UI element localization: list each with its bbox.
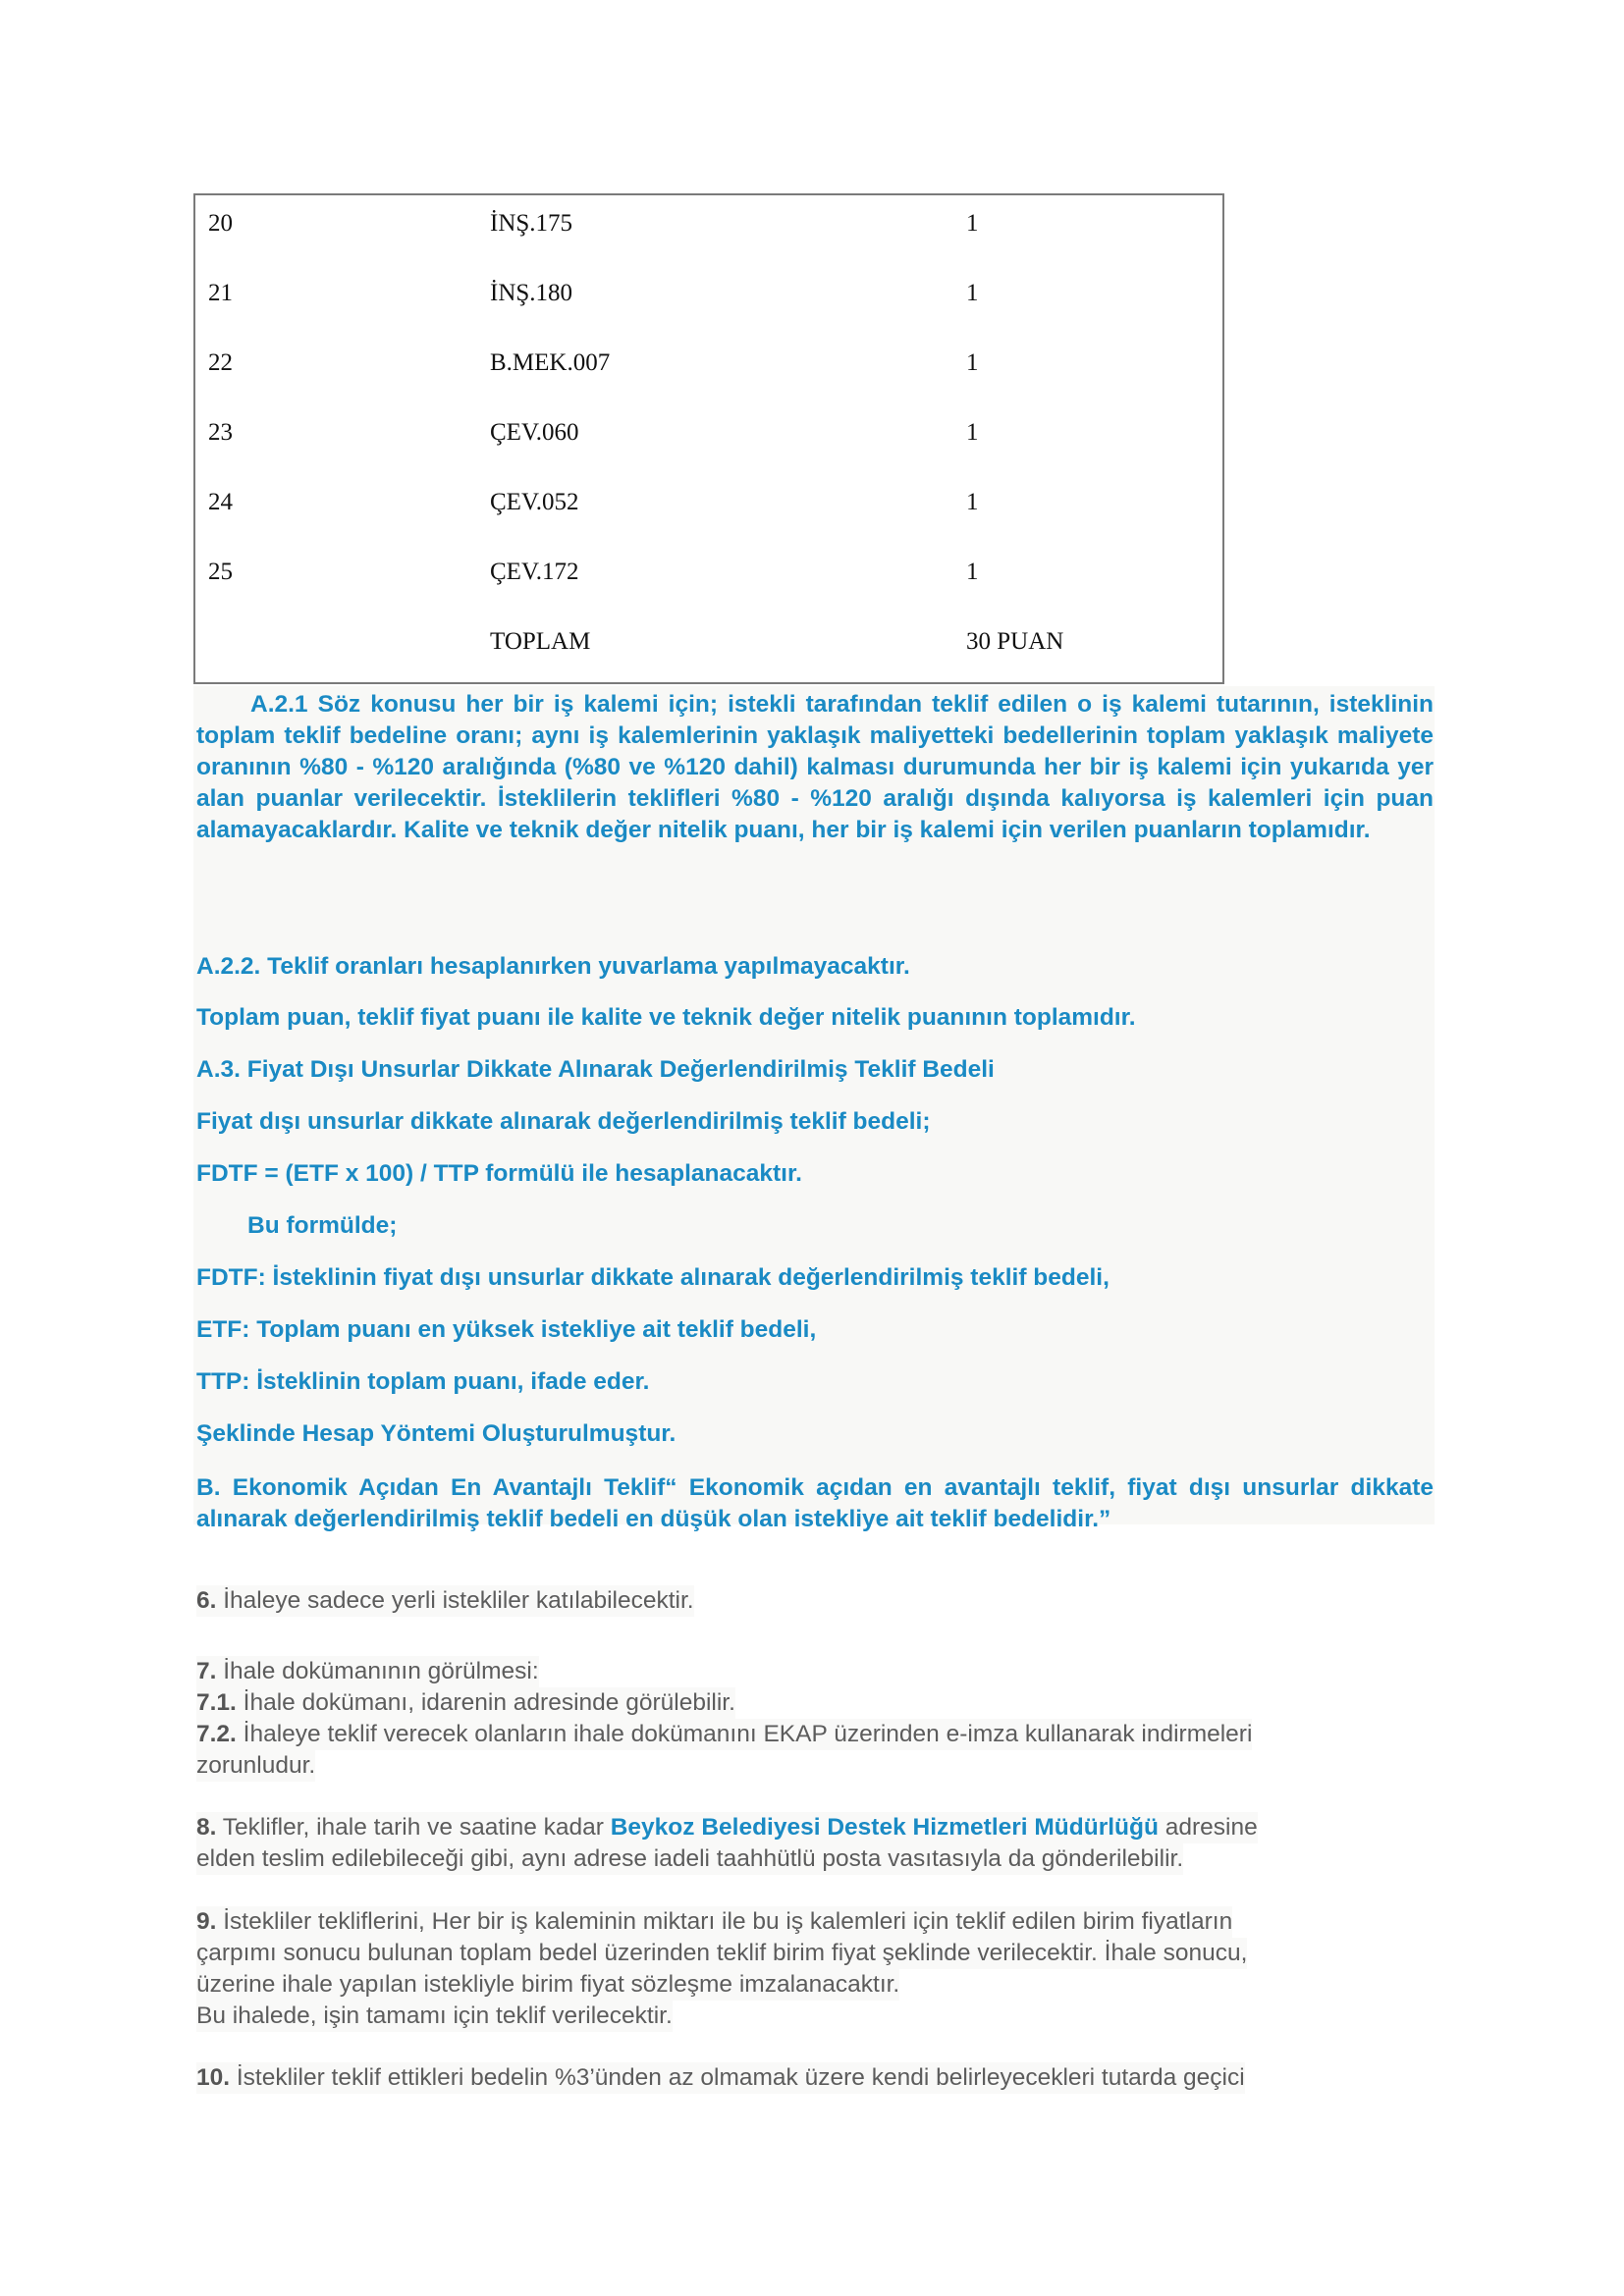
- table-row: [195, 348, 1222, 378]
- item-score: 1: [966, 210, 979, 237]
- table-row: [195, 418, 1222, 448]
- table-row: [195, 209, 1222, 239]
- method-text: Şeklinde Hesap Yöntemi Oluşturulmuştur.: [196, 1420, 677, 1447]
- item-score: 1: [966, 559, 979, 585]
- item-code: İNŞ.180: [490, 280, 573, 306]
- total-label: TOPLAM: [490, 628, 591, 655]
- table-row: [195, 488, 1222, 517]
- item-text: İhaleye teklif verecek olanların ihale dokümanını EKAP üzerinden e-imza kullanarak indirmeleri: [236, 1721, 1253, 1747]
- a3-intro: Fiyat dışı unsurlar dikkate alınarak değerlendirilmiş teklif bedeli;: [196, 1108, 931, 1135]
- item-score: 1: [966, 349, 979, 376]
- item-9-line-2: çarpımı sonucu bulunan toplam bedel üzerinden teklif birim fiyat şeklinde verilecektir. İhale sonucu,: [196, 1938, 1247, 1969]
- item-number: 6.: [196, 1587, 217, 1614]
- item-9-line-3: üzerine ihale yapılan istekliyle birim fiyat sözleşme imzalanacaktır.: [196, 1969, 899, 2001]
- item-code: B.MEK.007: [490, 349, 611, 376]
- item-number: 7.1.: [196, 1689, 237, 1716]
- item-7-2: [196, 1719, 1252, 1750]
- definition-ttp: TTP: İsteklinin toplam puanı, ifade eder.: [196, 1368, 650, 1395]
- item-7-1: [196, 1687, 735, 1719]
- item-code: ÇEV.172: [490, 559, 579, 585]
- row-number: 23: [208, 419, 233, 446]
- item-text: İhaleye sadece yerli istekliler katılabilecektir.: [216, 1587, 694, 1614]
- item-text: İstekliler tekliflerini, Her bir iş kaleminin miktarı ile bu iş kalemleri için teklif edilen birim fiyatların: [216, 1908, 1233, 1935]
- definition-fdtf: FDTF: İsteklinin fiyat dışı unsurlar dikkate alınarak değerlendirilmiş teklif bedeli,: [196, 1264, 1110, 1291]
- item-text: İhale dokümanının görülmesi:: [216, 1658, 539, 1684]
- item-text: Teklifler, ihale tarih ve saatine kadar: [216, 1814, 611, 1841]
- row-number: 20: [208, 210, 233, 237]
- item-number: 10.: [196, 2064, 231, 2091]
- item-6: [196, 1585, 694, 1617]
- row-number: 21: [208, 280, 233, 306]
- item-number: 9.: [196, 1908, 217, 1935]
- item-text: İstekliler teklif ettikleri bedelin %3’ünden az olmamak üzere kendi belirleyecekleri tutarda geçici: [230, 2064, 1245, 2091]
- item-9-line-4: Bu ihalede, işin tamamı için teklif verilecektir.: [196, 2001, 673, 2032]
- row-number: 24: [208, 489, 233, 515]
- item-text: İhale dokümanı, idarenin adresinde görülebilir.: [236, 1689, 735, 1716]
- item-score: 1: [966, 419, 979, 446]
- heading-a3: A.3. Fiyat Dışı Unsurlar Dikkate Alınarak Değerlendirilmiş Teklif Bedeli: [196, 1056, 995, 1083]
- formula-intro: Bu formülde;: [247, 1212, 398, 1239]
- paragraph-a22: A.2.2. Teklif oranları hesaplanırken yuvarlama yapılmayacaktır.: [196, 953, 910, 980]
- item-number: 7.2.: [196, 1721, 237, 1747]
- item-number: 8.: [196, 1814, 217, 1841]
- row-number: 22: [208, 349, 233, 376]
- item-score: 1: [966, 489, 979, 515]
- item-7: [196, 1656, 539, 1687]
- total-score-text: Toplam puan, teklif fiyat puanı ile kalite ve teknik değer nitelik puanının toplamıdır.: [196, 1004, 1136, 1031]
- table-row: [195, 279, 1222, 308]
- item-9: [196, 1906, 1232, 1938]
- table-row: [195, 558, 1222, 587]
- total-score: 30 PUAN: [966, 628, 1064, 655]
- office-name-link[interactable]: Beykoz Belediyesi Destek Hizmetleri Müdürlüğü: [610, 1814, 1159, 1841]
- paragraph-a21: A.2.1 Söz konusu her bir iş kalemi için; istekli tarafından teklif edilen o iş kalemi tutarının, isteklinin toplam teklif bedeline oranı; aynı iş kalemlerinin yaklaşık maliyetteki bedellerinin toplam yaklaşık maliyete oranının %80 - %120 aralığında (%80 ve %120 dahil) kalması durumunda her bir iş kalemi için yukarıda yer alan puanlar verilecektir. İsteklilerin teklifleri %80 - %120 aralığı dışında kalıyorsa iş kalemleri için puan alamayacaklardır. Kalite ve teknik değer nitelik puanı, her bir iş kalemi için verilen puanların toplamıdır.: [196, 691, 1434, 843]
- paragraph-b: B. Ekonomik Açıdan En Avantajlı Teklif“ Ekonomik açıdan en avantajlı teklif, fiyat dışı unsurlar dikkate alınarak değerlendirilmiş teklif bedeli en düşük olan istekliye ait teklif bedelidir.”: [196, 1474, 1434, 1532]
- formula: FDTF = (ETF x 100) / TTP formülü ile hesaplanacaktır.: [196, 1160, 802, 1187]
- item-10: [196, 2062, 1245, 2094]
- item-number: 7.: [196, 1658, 217, 1684]
- item-score: 1: [966, 280, 979, 306]
- item-text: adresine: [1158, 1814, 1258, 1841]
- definition-etf: ETF: Toplam puanı en yüksek istekliye ait teklif bedeli,: [196, 1316, 817, 1343]
- score-table: [193, 193, 1224, 684]
- item-7-2-continued: zorunludur.: [196, 1750, 315, 1782]
- row-number: 25: [208, 559, 233, 585]
- table-total-row: [195, 627, 1222, 657]
- item-code: ÇEV.060: [490, 419, 579, 446]
- item-code: ÇEV.052: [490, 489, 579, 515]
- item-8: [196, 1812, 1258, 1843]
- item-code: İNŞ.175: [490, 210, 573, 237]
- item-8-continued: elden teslim edilebileceği gibi, aynı adrese iadeli taahhütlü posta vasıtasıyla da gönderilebilir.: [196, 1843, 1183, 1875]
